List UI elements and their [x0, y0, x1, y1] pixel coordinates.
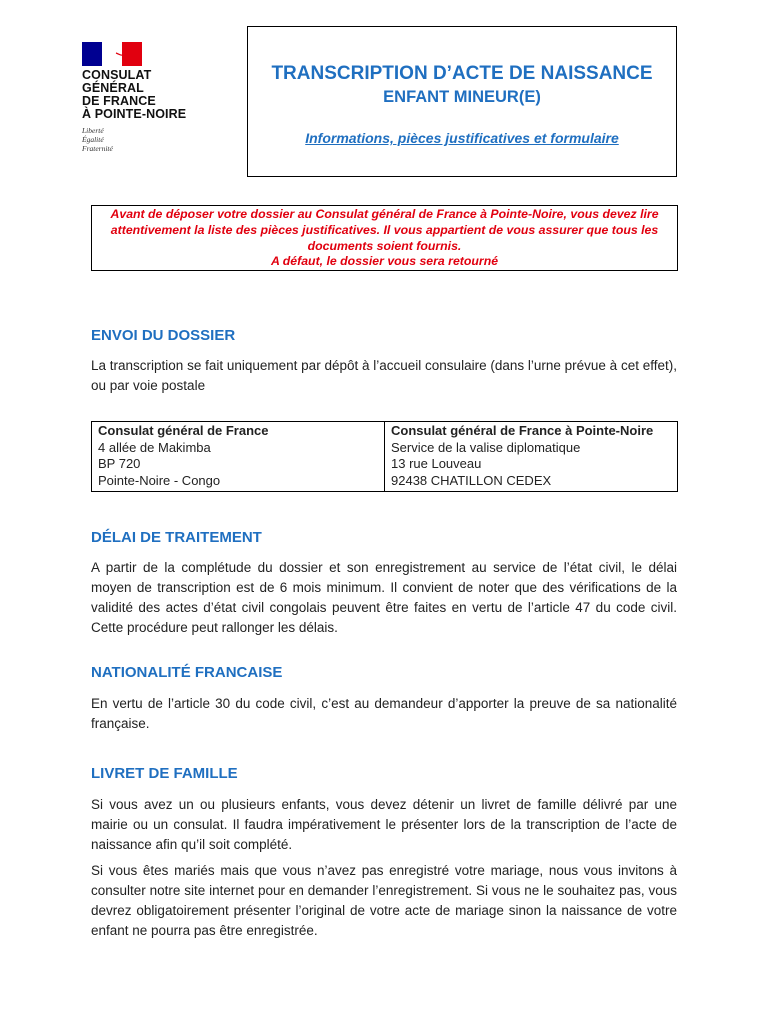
warning-notice — [91, 205, 678, 271]
section-heading-nationalite: NATIONALITÉ FRANCAISE — [91, 664, 283, 681]
address-cell-valise — [385, 422, 678, 492]
envoi-paragraph: La transcription se fait uniquement par dépôt à l’accueil consulaire (dans l’urne prévue à cet effet), ou par voie postale — [91, 358, 677, 393]
org-line: CONSULAT — [82, 68, 152, 82]
nationalite-paragraph: En vertu de l’article 30 du code civil, c’est au demandeur d’apporter la preuve de sa nationalité française. — [91, 696, 677, 731]
consulate-logo — [82, 42, 212, 153]
motto-line: Liberté — [82, 126, 104, 135]
organization-name — [82, 69, 212, 121]
address-line: Pointe-Noire - Congo — [98, 472, 221, 488]
marianne-flag-icon — [82, 42, 142, 66]
marianne-profile-icon — [99, 46, 125, 64]
warning-text: Avant de déposer votre dossier au Consulat général de France à Pointe-Noire, vous devez lire attentivement la liste des pièces justificatives. Il vous appartient de vous assurer que tous les documents soient fournis. — [110, 207, 659, 253]
section-heading-envoi: ENVOI DU DOSSIER — [91, 327, 236, 344]
address-line: 92438 CHATILLON CEDEX — [391, 472, 552, 488]
document-title-box — [247, 26, 677, 177]
motto-line: Fraternité — [82, 144, 113, 153]
address-name: Consulat général de France — [98, 423, 269, 438]
republic-motto — [82, 126, 212, 153]
address-line: 4 allée de Makimba — [98, 439, 211, 455]
org-line: À POINTE-NOIRE — [82, 107, 187, 121]
section-heading-livret: LIVRET DE FAMILLE — [91, 765, 238, 782]
address-cell-local — [92, 422, 385, 492]
document-subtitle: ENFANT MINEUR(E) — [383, 88, 541, 106]
address-table — [91, 421, 678, 492]
warning-emphasis: A défaut, le dossier vous sera retourné — [270, 254, 499, 269]
motto-line: Égalité — [82, 135, 104, 144]
document-title: TRANSCRIPTION D’ACTE DE NAISSANCE — [271, 63, 653, 84]
livret-paragraph-2: Si vous êtes mariés mais que vous n’avez pas enregistré votre mariage, nous vous invitons à consulter notre site internet pour en demander l’enregistrement. Si vous ne le souhaitez pas, vous devrez obligatoirement présenter l’original de votre acte de mariage sinon la naissance de votre enfant ne pourra pas être enregistrée. — [91, 863, 677, 938]
org-line: GÉNÉRAL — [82, 81, 144, 95]
address-line: Service de la valise diplomatique — [391, 439, 581, 455]
document-tagline: Informations, pièces justificatives et formulaire — [305, 130, 619, 146]
section-heading-delai: DÉLAI DE TRAITEMENT — [91, 529, 262, 546]
delai-paragraph: A partir de la complétude du dossier et son enregistrement au service de l’état civil, le délai moyen de transcription est de 6 mois minimum. Il convient de noter que des vérifications de la validité des actes d’état civil congolais peuvent être faites en vertu de l’article 47 du code civil. Cette procédure peut rallonger les délais. — [91, 560, 677, 635]
livret-paragraph-1: Si vous avez un ou plusieurs enfants, vous devez détenir un livret de famille délivré par une mairie ou un consulat. Il faudra impérativement le présenter lors de la transcription de l’acte de naissance afin qu’il soit complété. — [91, 797, 677, 852]
address-line: 13 rue Louveau — [391, 456, 482, 471]
address-line: BP 720 — [98, 456, 141, 471]
org-line: DE FRANCE — [82, 94, 156, 108]
address-name: Consulat général de France à Pointe-Noire — [391, 423, 654, 438]
